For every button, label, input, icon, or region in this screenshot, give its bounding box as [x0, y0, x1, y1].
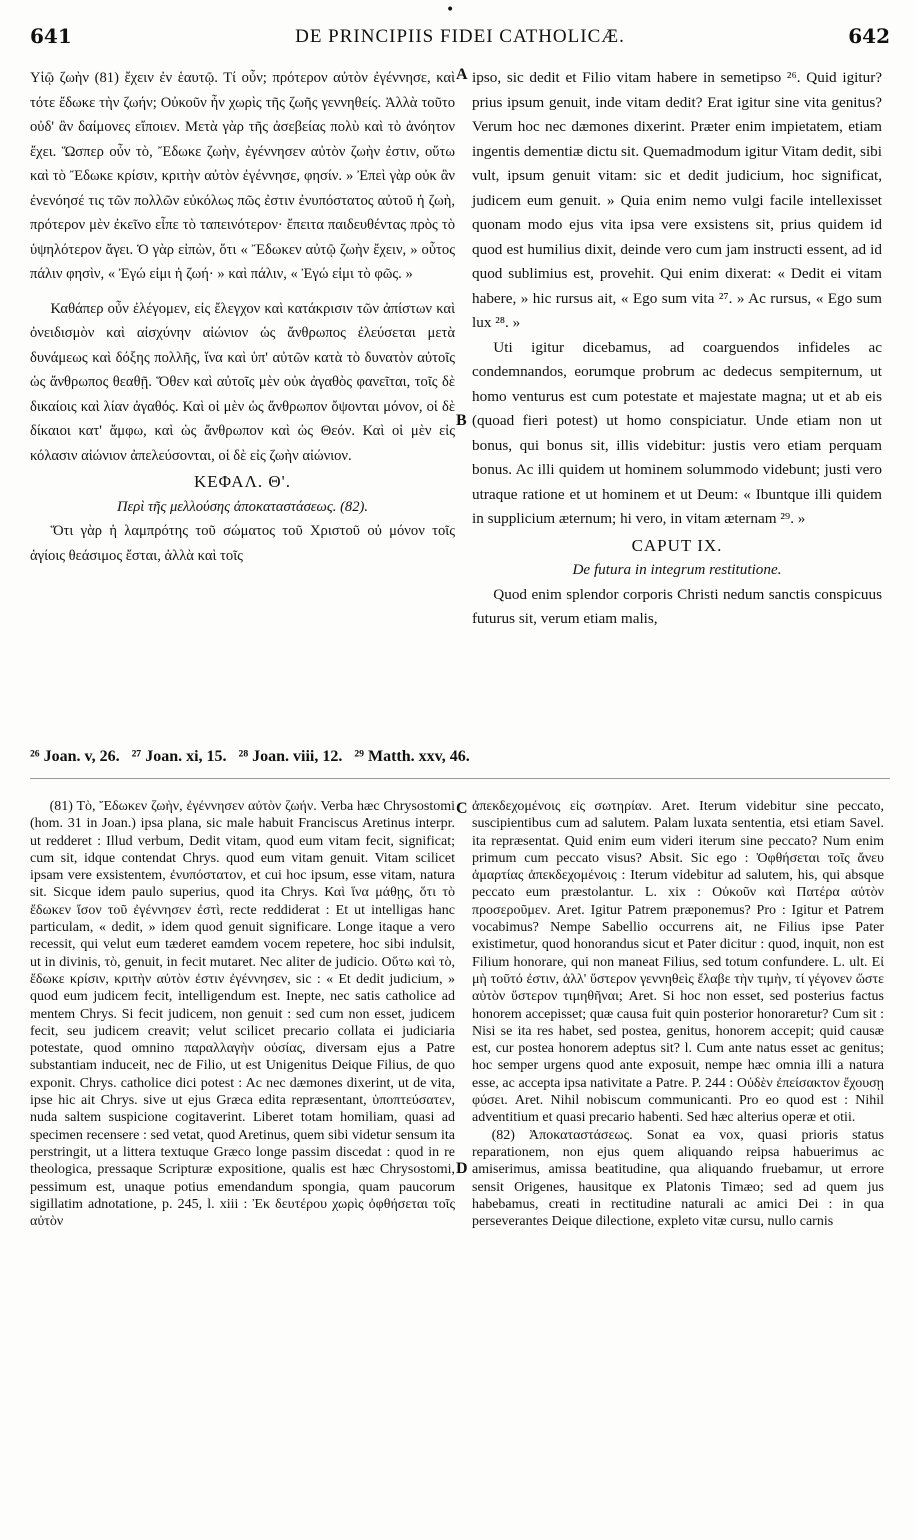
- page-header: [30, 24, 890, 52]
- margin-marker-a: A: [456, 66, 468, 83]
- latin-paragraph: Quod enim splendor corporis Christi nedum sanctis conspicuus futurus sit, verum etiam malis,: [472, 585, 882, 627]
- scripture-footnotes: ²⁶ Joan. v, 26. ²⁷ Joan. xi, 15. ²⁸ Joan. viii, 12. ²⁹ Matth. xxv, 46.: [30, 748, 470, 765]
- ink-mark: •: [446, 2, 455, 18]
- latin-chapter-heading: CAPUT IX.: [631, 535, 723, 555]
- latin-column: [472, 66, 882, 632]
- divider: [30, 778, 890, 779]
- latin-paragraph: Uti igitur dicebamus, ad coarguendos infideles ac condemnandos, eorumque probrum ac dedecus sempiternum, ut homo venturus est cum potestate et majestate magna; ut et ab eis (quoad fieri potest) ut homo conspiciatur. Unde etiam non ut bonus, qui bonus sit, illis videbitur: justis vero etiam perquam bonus. Ac illi quidem ut hominem solummodo videbunt; justi vero utraque ratione et ut hominem et ut Deum: « Ibuntque illi quidem in supplicium æternum; hi vero, in vitam æternam ²⁹. »: [472, 338, 882, 527]
- page-number-left: 641: [30, 24, 72, 48]
- greek-chapter-title: Περὶ τῆς μελλούσης ἀποκαταστάσεως. (82).: [116, 498, 369, 515]
- margin-marker-d: D: [456, 1160, 468, 1177]
- greek-column: [30, 66, 455, 568]
- margin-marker-c: C: [456, 800, 468, 817]
- notes-right-column: [472, 798, 884, 1230]
- greek-paragraph: Ὅτι γὰρ ἡ λαμπρότης τοῦ σώματος τοῦ Χριστοῦ οὐ μόνον τοῖς ἁγίοις θεάσιμος ἔσται, ἀλλὰ καὶ τοῖς: [30, 523, 455, 564]
- notes-left-column: [30, 798, 455, 1230]
- latin-paragraph: ipso, sic dedit et Filio vitam habere in semetipso ²⁶. Quid igitur? prius ipsum genuit, inde vitam dedit? Erat igitur sine vita genitus? Verum hoc nec dæmones dixerint. Præter enim impietatem, etiam ingentis dementiæ dictu sit. Quemadmodum igitur Vitam dedit, sibi vult, ipsum genuit vitam: sic et dedit judicium, hoc significat, judicem eum genuit. » Quia enim nemo vulgi facile intellexisset quonam modo ejus vita ipsa vere exsistens sit, prius quidem id quod est humilius dixit, deinde vero cum jam instructi essent, ad id quod sublimius est, provehit. Qui enim dixerat: « Dedit ei vitam habere, » hic rursus ait, « Ego sum vita ²⁷. » Ac rursus, « Ego sum lux ²⁸. »: [472, 69, 882, 331]
- latin-chapter-title: De futura in integrum restitutione.: [572, 561, 782, 578]
- note-82: (82) Ἀποκαταστάσεως. Sonat ea vox, quasi prioris status reparationem, non ejus quem aliquando reipsa habuerimus ac amiserimus, amissa beatitudine, qua aliquando fruebamur, ut errore sensit Origenes, hausitque ex Platonis Timæo; sed ad quem jus habebamus, creati in rectitudine naturali ac amici Dei : in qua perseverantes Deique dilectione, expleto vitæ cursu, nullo carnis: [472, 1127, 884, 1230]
- margin-marker-b: B: [456, 412, 467, 429]
- greek-chapter-heading: ΚΕΦΑΛ. Θ'.: [194, 472, 291, 491]
- note-81-continued: ἀπεκδεχομένοις εἰς σωτηρίαν. Aret. Iterum videbitur sine peccato, suscipientibus cum ad salutem. Palam luxata sententia, etsi etiam Savel. ita repræsentat. Quid enim eum videri iterum sine peccato? Num enim primum cum peccato visus? Absit. Sic ego : Ὀφθήσεται τοῖς ἄνευ ἁμαρτίας ἀπεκδεχομένοις : Iterum videbitur ad salutem, his, qui absque peccato eum præstolantur. L. xix : Οὐκοῦν καὶ Πατέρα αὐτὸν προσεροῦμεν. Aret. Igitur Patrem præponemus? Pro : Igitur et Patrem vocabimus? Nempe Sabellio occurrens ait, ne Filius ipse Pater existimetur, quod honorandus sicut et Pater dicitur : quod, inquit, non est Filium honorare, qui non maneat Filius, sed totum confundere. L. ult. Εἰ μὴ τοῦτό ἐστιν, ἀλλ' ὕστερον γεννηθεὶς ἔλαβε τὴν τιμὴν, τί γέγονεν ὥστε αὐτὸν ὕστερον τιμηθῆναι; Aret. Si hoc non esset, sed posterius factus honorem accepisset; quæ causa fuit quin posterior honoraretur? Cum sit : Nisi se ita res habet, sed postea, genitus, honorem accepit; quid causæ est, cur postea honorem adeptus sit? l. Cum ante natus esset ac genitus; hoc semper urgens quod ante exposuit, nempe hæc omnia illi a natura esse, ac accepta ipsa nativitate a Patre. P. 244 : Οὐδὲν ἐπείσακτον ἔχουσῃ φύσει. Aret. Nihil nobiscum communicanti. Pro eo quod est : Nihil adventitium et quasi precario habenti. Sed hæc alterius operæ et otii.: [472, 799, 884, 1126]
- greek-paragraph: Υἱῷ ζωὴν (81) ἔχειν ἐν ἑαυτῷ. Τί οὖν; πρότερον αὐτὸν ἐγέννησε, καὶ τότε ἔδωκε τὴν ζωήν; Οὐκοῦν ἦν χωρὶς τῆς ζωῆς γεννηθείς. Ἀλλὰ τοῦτο οὐδ' ἂν δαίμονες εἴποιεν. Μετὰ γὰρ τῆς ἀσεβείας πολὺ καὶ τὸ ἀνόητον ἔχει. Ὥσπερ οὖν τὸ, Ἔδωκε ζωὴν, ἐγέννησεν αὐτὸν ζωὴν ἐστιν, οὕτω καὶ τὸ Ἔδωκε κρίσιν, κριτὴν αὐτὸν ἐγέννησε, φησίν. » Ἐπεὶ γὰρ οὐκ ἂν ἐνενόησέ τις τῶν πολλῶν εὐκόλως πῶς ἐστιν ἐνυπόστατος αὐτοῦ ἡ ζωὴ, πρότερον μὲν ἐκεῖνο εἶπε τὸ ταπεινότερον· ἔπειτα παιδευθέντας πρὸς τὸ ὑψηλότερον ἄγει. Ὁ γὰρ εἰπὼν, ὅτι « Ἔδωκεν αὐτῷ ζωὴν ἔχειν, » οὗτος πάλιν φησὶν, « Ἐγώ εἰμι ἡ ζωή· » καὶ πάλιν, « Ἐγώ εἰμι τὸ φῶς. »: [30, 70, 455, 282]
- running-title: DE PRINCIPIIS FIDEI CATHOLICÆ.: [295, 26, 625, 47]
- greek-paragraph: Καθάπερ οὖν ἐλέγομεν, εἰς ἔλεγχον καὶ κατάκρισιν τῶν ἀπίστων καὶ ὀνειδισμὸν καὶ αἰσχύνην αἰώνιον ὡς ἄνθρωπος ἐλεύσεται μετὰ δυνάμεως καὶ δόξης πολλῆς, ἵνα καὶ ὑπ' αὐτῶν κατὰ τὸ δυνατὸν αὐτοῖς ὡς ἄνθρωπος θεαθῇ. Ὅθεν καὶ αὐτοῖς μὲν οὐκ ἀγαθὸς φανεῖται, τοῖς δὲ δικαίοις καὶ λίαν ἀγαθός. Καὶ οἱ μὲν ὡς ἄνθρωπον ὄψονται μόνον, οἱ δὲ δίκαιοι κατ' ἄμφω, καὶ ὡς ἄνθρωπον καὶ ὡς Θεόν. Καὶ οἱ μὲν εἰς κόλασιν αἰώνιον ἀπελεύσονται, οἱ δὲ εἰς ζωὴν αἰώνιον.: [30, 300, 455, 464]
- page-number-right: 642: [848, 24, 890, 48]
- note-81: (81) Τὸ, Ἔδωκεν ζωὴν, ἐγέννησεν αὐτὸν ζωήν. Verba hæc Chrysostomi (hom. 31 in Joan.) ipsa plana, sic male habuit Franciscus Aretinus interpr. ut redderet : Illud verbum, Dedit vitam, quod eum vitam fecit, significat; cum sit, idque contendat Chrys. quod eum vitam genuit. Vitam scilicet ipsam vere exsistentem, ἐνυπόστατον, et cui hoc ipsum, esse vitam, natura sit. Sicque idem paulo superius, quod ita Chrys. Καὶ ἵνα μάθῃς, ὅτι τὸ ἔδωκεν ἴσον τοῦ ἐγέννησεν ἐστὶ, recte reddiderat : Et ut intelligas hanc particulam, « dedit, » idem quod genuit significare. Longe itaque a vero recessit, qui velut eum tæderet eamdem vocem repetere, hoc sibi indulsit, ut in divinis, τὸ, genuit, in fecit mutaret. Nec aliter de judicio. Οὕτω καὶ τὸ, ἔδωκε κρίσιν, κριτὴν αὐτὸν ἐστιν ἐγέννησεν, sic : « Et dedit judicium, » quod eum judicem fecit, intelligendum est. Inepte, nec satis catholice ad mentem Chrys. Si fecit judicem, non genuit : sed cum non esset, judicem fecit, seu judicem creavit; velut scilicet precario collata ei judiciaria potestate, quod omnino παραλλαγὴν οὐσίας, diversam ejus a Patre substantiam induceit, nec de Filio, ut est Unigenitus Deique Filius, de quo exponit. Chrys. catholice dici potest : Ac nec dæmones dixerint, ut de vita, ipse hic ait Chrys. sive ut ejus Græca edita repræsentant, ὑποπτεύσατεν, nuda saltem suspicione cogitaverint. Liberet totam homiliam, quasi ad specimen recensere : sed vetat, quod Aretinus, quem sibi videtur sensum ita perstringit, ut a littera textuque Græco longe passim discedat : quod in re theologica, pressaque Scripturæ expositione, qualis est hæc Chrysostomi, pessimum est, unaque potius emendandum spongia, quam paucorum sigillatim adnotatione, p. 245, l. xiii : Ἐκ δευτέρου χωρὶς ὀφθήσεται τοῖς αὐτὸν: [30, 799, 455, 1230]
